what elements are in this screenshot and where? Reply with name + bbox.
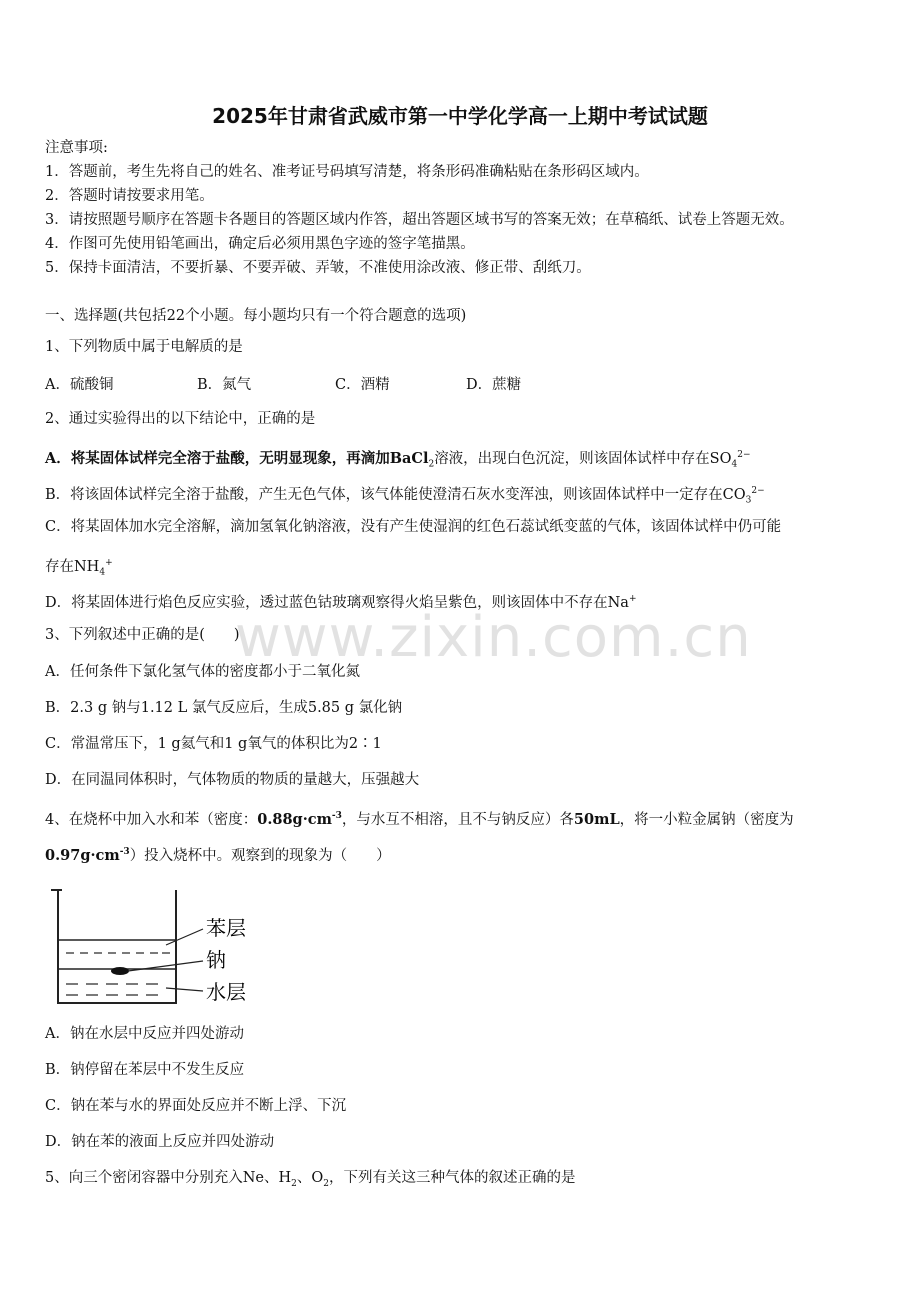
q3-option-d: D．在同温同体积时，气体物质的物质的量越大，压强越大: [45, 772, 420, 788]
q2-option-d: D．将某固体进行焰色反应实验，透过蓝色钴玻璃观察得火焰呈紫色，则该固体中不存在Na+: [45, 594, 637, 611]
q2-option-c-line1: C．将某固体加水完全溶解，滴加氢氧化钠溶液，没有产生使湿润的红色石蕊试纸变蓝的气体，该固体试样中仍可能: [45, 519, 782, 535]
q3-option-a: A．任何条件下氯化氢气体的密度都小于二氧化氮: [45, 664, 360, 680]
q1-option-b: B．氮气: [197, 377, 252, 393]
q4-option-b: B．钠停留在苯层中不发生反应: [45, 1062, 245, 1078]
q4-option-d: D．钠在苯的液面上反应并四处游动: [45, 1134, 275, 1150]
beaker-figure: [48, 885, 263, 1010]
q3-option-b: B．2.3 g 钠与1.12 L 氯气反应后，生成5.85 g 氯化钠: [45, 700, 403, 716]
page-title: 2025年甘肃省武威市第一中学化学高一上期中考试试题: [212, 104, 708, 128]
q3-stem: 3、下列叙述中正确的是( ): [45, 627, 240, 643]
q2-stem: 2、通过实验得出的以下结论中，正确的是: [45, 411, 316, 427]
q1-option-d: D．蔗糖: [466, 377, 522, 393]
water-layer-dashes: [66, 984, 158, 995]
q2-option-c-line2: 存在$NH_4^+$: [45, 558, 113, 578]
notice-item-4: 4．作图可先使用铅笔画出，确定后必须用黑色字迹的签字笔描黑。: [45, 236, 475, 252]
notice-item-3: 3．请按照题号顺序在答题卡各题目的答题区域内作答，超出答题区域书写的答案无效；在草稿纸、试卷上答题无效。: [45, 212, 794, 228]
q2-option-a: A．将某固体试样完全溶于盐酸，无明显现象，再滴加BaCl$_2$溶液，出现白色沉淀，则该固体试样中存在$SO_4^{2-}$: [45, 449, 751, 470]
notice-heading: 注意事项:: [45, 140, 108, 156]
leader-water: [166, 988, 203, 991]
label-sodium: 钠: [206, 948, 226, 972]
notice-item-1: 1．答题前，考生先将自己的姓名、准考证号码填写清楚，将条形码准确粘贴在条形码区域内。: [45, 164, 649, 180]
leader-benzene: [166, 929, 203, 945]
label-benzene: 苯层: [206, 916, 246, 940]
q2-option-b: B．将该固体试样完全溶于盐酸，产生无色气体，该气体能使澄清石灰水变浑浊，则该固体试样中一定存在$CO_3^{2-}$: [45, 486, 765, 506]
sodium-particle: [111, 967, 129, 975]
notice-item-2: 2．答题时请按要求用笔。: [45, 188, 214, 204]
q4-stem-line1: 4、在烧杯中加入水和苯（密度：$0.88g\cdot cm^{-3}$，与水互不相溶，且不与钠反应）各50mL，将一小粒金属钠（密度为: [45, 810, 794, 828]
q4-option-a: A．钠在水层中反应并四处游动: [45, 1026, 244, 1042]
q1-option-a: A．硫酸铜: [45, 377, 114, 393]
q4-option-c: C．钠在苯与水的界面处反应并不断上浮、下沉: [45, 1098, 347, 1114]
notice-item-5: 5．保持卡面清洁，不要折暴、不要弄破、弄皱，不准使用涂改液、修正带、刮纸刀。: [45, 260, 591, 276]
q1-stem: 1、下列物质中属于电解质的是: [45, 339, 243, 355]
section-heading: 一、选择题(共包括22个小题。每小题均只有一个符合题意的选项): [45, 308, 467, 324]
watermark: www.zixin.com.cn: [235, 605, 752, 670]
label-water: 水层: [206, 980, 246, 1004]
beaker-outline: [58, 890, 176, 1003]
q5-stem: 5、向三个密闭容器中分别充入Ne、$H_2$、$O_2$，下列有关这三种气体的叙述正确的是: [45, 1170, 576, 1189]
q1-option-c: C．酒精: [335, 377, 390, 393]
q4-stem-line2: $0.97g\cdot cm^{-3}$）投入烧杯中。观察到的现象为（ ）: [45, 846, 391, 864]
q3-option-c: C．常温常压下，1 g氦气和1 g氧气的体积比为2∶1: [45, 736, 382, 752]
